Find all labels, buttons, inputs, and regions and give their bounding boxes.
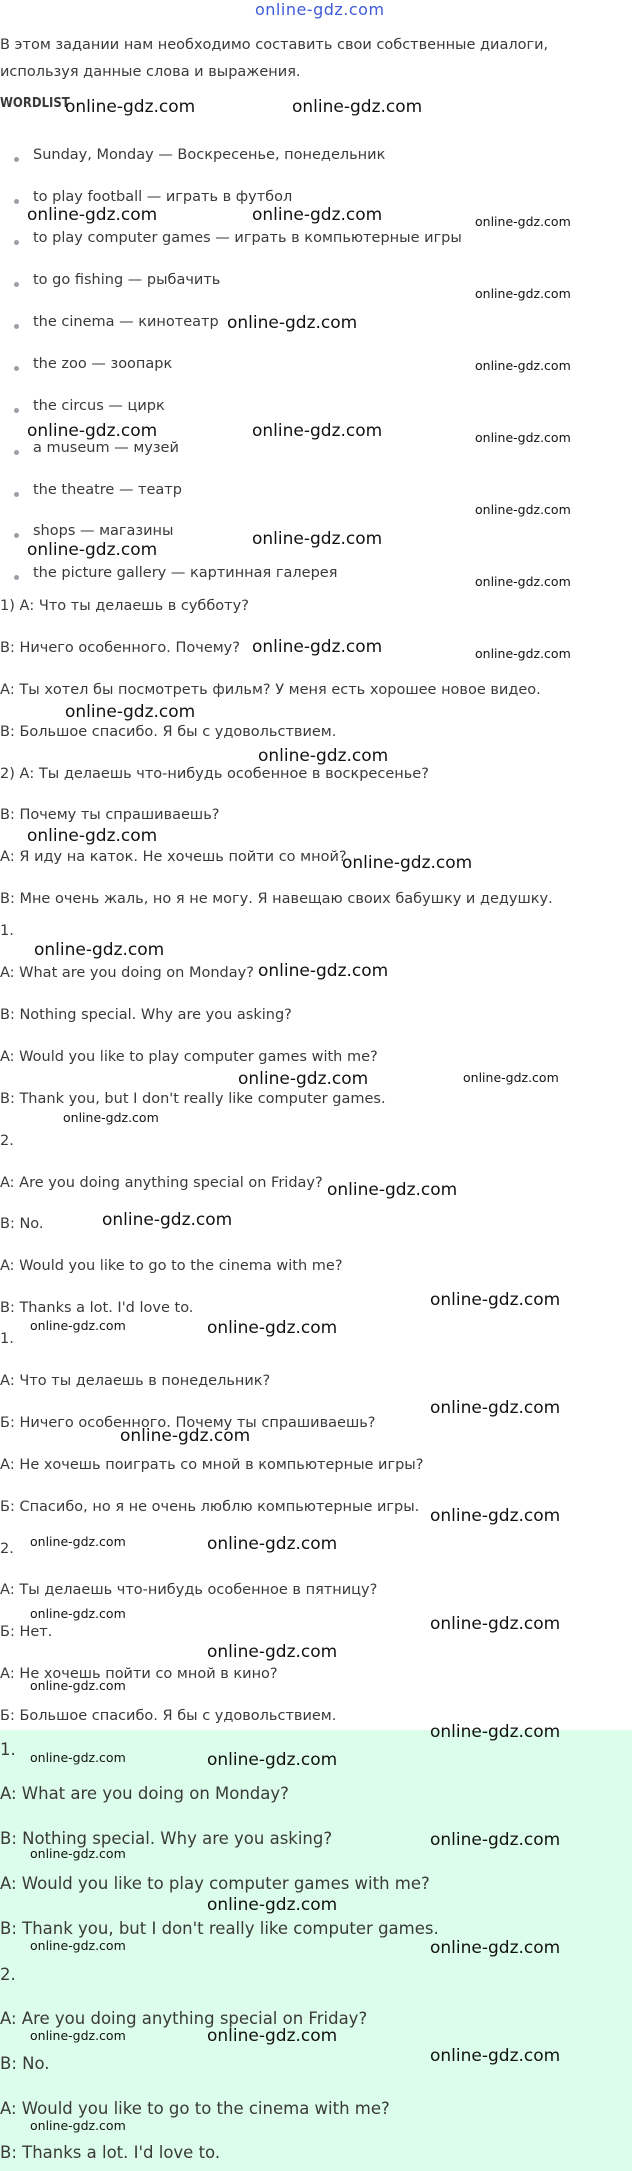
dialogue-line: B: Nothing special. Why are you asking? <box>0 1007 292 1023</box>
answer-line: B: Thank you, but I don't really like computer games. <box>0 1919 439 1938</box>
bullet <box>14 575 19 580</box>
answer-line: 2. <box>0 1965 16 1984</box>
watermark: online-gdz.com <box>30 1678 126 1693</box>
watermark: online-gdz.com <box>34 940 165 960</box>
dialogue-line: В: Большое спасибо. Я бы с удовольствием. <box>0 724 337 740</box>
dialogue-line: A: Would you like to go to the cinema with me? <box>0 1258 343 1274</box>
watermark: online-gdz.com <box>475 646 571 661</box>
watermark: online-gdz.com <box>27 826 158 846</box>
watermark: online-gdz.com <box>463 1070 559 1085</box>
site-logo[interactable]: online-gdz.com <box>255 0 385 19</box>
watermark: online-gdz.com <box>65 97 196 117</box>
watermark: online-gdz.com <box>475 430 571 445</box>
answer-line: A: Are you doing anything special on Friday? <box>0 2009 368 2028</box>
watermark: online-gdz.com <box>430 1290 561 1310</box>
wordlist-item: a museum — музей <box>33 440 179 456</box>
wordlist-item: to play computer games — играть в компьютерные игры <box>33 230 462 246</box>
dialogue-line: В: Мне очень жаль, но я не могу. Я навещаю своих бабушку и дедушку. <box>0 891 553 907</box>
wordlist-item: shops — магазины <box>33 523 174 539</box>
watermark: online-gdz.com <box>475 214 571 229</box>
wordlist-item: to go fishing — рыбачить <box>33 272 221 288</box>
bullet <box>14 240 19 245</box>
wordlist-item: the circus — цирк <box>33 398 165 414</box>
watermark: online-gdz.com <box>30 1750 126 1765</box>
bullet <box>14 199 19 204</box>
watermark: online-gdz.com <box>430 2046 561 2066</box>
watermark: online-gdz.com <box>120 1426 251 1446</box>
watermark: online-gdz.com <box>238 1069 369 1089</box>
dialogue-line: В: Почему ты спрашиваешь? <box>0 807 220 823</box>
bullet <box>14 492 19 497</box>
watermark: online-gdz.com <box>207 1642 338 1662</box>
watermark: online-gdz.com <box>207 1318 338 1338</box>
watermark: online-gdz.com <box>258 746 389 766</box>
wordlist-item: the zoo — зоопарк <box>33 356 173 372</box>
watermark: online-gdz.com <box>430 1614 561 1634</box>
wordlist-item: Sunday, Monday — Воскресенье, понедельник <box>33 147 386 163</box>
watermark: online-gdz.com <box>342 853 473 873</box>
dialogue-line: А: Не хочешь пойти со мной в кино? <box>0 1666 278 1682</box>
watermark: online-gdz.com <box>30 1534 126 1549</box>
bullet <box>14 408 19 413</box>
watermark: online-gdz.com <box>207 1534 338 1554</box>
watermark: online-gdz.com <box>252 529 383 549</box>
watermark: online-gdz.com <box>30 2028 126 2043</box>
answer-line: A: Would you like to go to the cinema with me? <box>0 2099 390 2118</box>
dialogue-line: A: Would you like to play computer games with me? <box>0 1049 378 1065</box>
dialogue-line: 1. <box>0 1331 14 1347</box>
watermark: online-gdz.com <box>430 1830 561 1850</box>
watermark: online-gdz.com <box>27 540 158 560</box>
answer-line: A: What are you doing on Monday? <box>0 1784 289 1803</box>
dialogue-line: А: Ты хотел бы посмотреть фильм? У меня есть хорошее новое видео. <box>0 682 541 698</box>
watermark: online-gdz.com <box>63 1110 159 1125</box>
dialogue-line: А: Что ты делаешь в понедельник? <box>0 1373 271 1389</box>
bullet <box>14 366 19 371</box>
watermark: online-gdz.com <box>30 1606 126 1621</box>
dialogue-line: Б: Ничего особенного. Почему ты спрашиваешь? <box>0 1415 376 1431</box>
watermark: online-gdz.com <box>430 1938 561 1958</box>
watermark: online-gdz.com <box>30 2118 126 2133</box>
dialogue-line: B: Thank you, but I don't really like computer games. <box>0 1091 386 1107</box>
dialogue-line: 1. <box>0 923 14 939</box>
dialogue-line: А: Я иду на каток. Не хочешь пойти со мной? <box>0 849 347 865</box>
watermark: online-gdz.com <box>27 205 158 225</box>
wordlist-item: the cinema — кинотеатр <box>33 314 219 330</box>
bullet <box>14 450 19 455</box>
dialogue-line: 1) А: Что ты делаешь в субботу? <box>0 598 249 614</box>
dialogue-line: Б: Большое спасибо. Я бы с удовольствием. <box>0 1708 337 1724</box>
watermark: online-gdz.com <box>430 1398 561 1418</box>
dialogue-line: В: Ничего особенного. Почему? <box>0 640 240 656</box>
watermark: online-gdz.com <box>475 286 571 301</box>
watermark: online-gdz.com <box>102 1210 233 1230</box>
watermark: online-gdz.com <box>475 502 571 517</box>
intro-text: В этом задании нам необходимо составить свои собственные диалоги, используя данные слова и выражения. <box>0 37 549 80</box>
answer-line: B: Thanks a lot. I'd love to. <box>0 2143 221 2162</box>
dialogue-line: 2) А: Ты делаешь что-нибудь особенное в воскресенье? <box>0 766 429 782</box>
dialogue-line: A: Are you doing anything special on Friday? <box>0 1175 323 1191</box>
watermark: online-gdz.com <box>27 421 158 441</box>
watermark: online-gdz.com <box>430 1506 561 1526</box>
answer-line: B: Nothing special. Why are you asking? <box>0 1829 333 1848</box>
watermark: online-gdz.com <box>30 1938 126 1953</box>
dialogue-line: B: No. <box>0 1216 44 1232</box>
watermark: online-gdz.com <box>258 961 389 981</box>
watermark: online-gdz.com <box>30 1846 126 1861</box>
dialogue-line: B: Thanks a lot. I'd love to. <box>0 1300 194 1316</box>
watermark: online-gdz.com <box>430 1722 561 1742</box>
bullet <box>14 282 19 287</box>
answer-line: B: No. <box>0 2054 50 2073</box>
dialogue-line: A: What are you doing on Monday? <box>0 965 254 981</box>
bullet <box>14 324 19 329</box>
dialogue-line: А: Ты делаешь что-нибудь особенное в пятницу? <box>0 1582 378 1598</box>
wordlist-item: the picture gallery — картинная галерея <box>33 565 338 581</box>
answer-line: 1. <box>0 1740 16 1759</box>
watermark: online-gdz.com <box>327 1180 458 1200</box>
dialogue-line: А: Не хочешь поиграть со мной в компьютерные игры? <box>0 1457 424 1473</box>
watermark: online-gdz.com <box>252 421 383 441</box>
answer-line: A: Would you like to play computer games with me? <box>0 1874 430 1893</box>
watermark: online-gdz.com <box>207 1750 338 1770</box>
watermark: online-gdz.com <box>207 2026 338 2046</box>
watermark: online-gdz.com <box>252 637 383 657</box>
watermark: online-gdz.com <box>30 1318 126 1333</box>
bullet <box>14 533 19 538</box>
wordlist-item: to play football — играть в футбол <box>33 189 293 205</box>
dialogue-line: 2. <box>0 1133 14 1149</box>
wordlist-item: the theatre — театр <box>33 482 182 498</box>
dialogue-line: 2. <box>0 1541 14 1557</box>
dialogue-line: Б: Нет. <box>0 1624 53 1640</box>
wordlist-heading: WORDLIST <box>0 96 70 111</box>
dialogue-line: Б: Спасибо, но я не очень люблю компьютерные игры. <box>0 1499 420 1515</box>
watermark: online-gdz.com <box>227 313 358 333</box>
watermark: online-gdz.com <box>252 205 383 225</box>
watermark: online-gdz.com <box>475 574 571 589</box>
watermark: online-gdz.com <box>207 1895 338 1915</box>
bullet <box>14 157 19 162</box>
watermark: online-gdz.com <box>65 702 196 722</box>
watermark: online-gdz.com <box>475 358 571 373</box>
watermark: online-gdz.com <box>292 97 423 117</box>
